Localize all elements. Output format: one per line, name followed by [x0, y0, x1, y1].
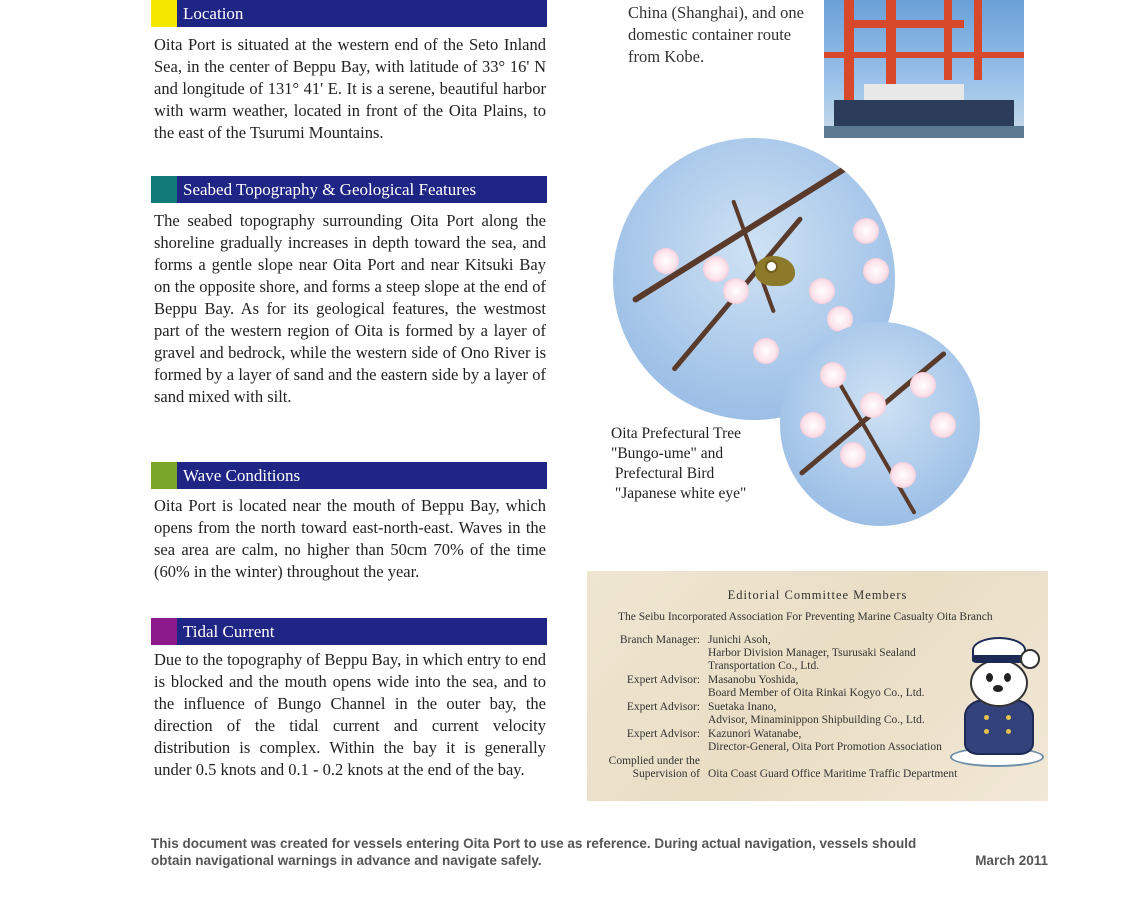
member-position: Advisor, Minaminippon Shipbuilding Co., Ltd. [708, 714, 925, 726]
footer-line-1: This document was created for vessels entering Oita Port to use as reference. During actual navigation, vessels should [151, 836, 917, 851]
compiled-label-2: Supervision of [632, 768, 700, 780]
prefectural-tree-caption: Oita Prefectural Tree "Bungo-ume" and Prefectural Bird "Japanese white eye" [611, 425, 747, 502]
location-heading-label: Location [183, 4, 244, 23]
route-caption: China (Shanghai), and one domestic container route from Kobe. [628, 3, 804, 66]
seabed-swatch [151, 176, 177, 203]
wave-heading-label: Wave Conditions [183, 466, 301, 485]
footer-date: March 2011 [975, 853, 1048, 868]
member-position: Board Member of Oita Rinkai Kogyo Co., Ltd. [708, 687, 925, 699]
section-heading-seabed [151, 176, 547, 203]
member-role: Expert Advisor: [626, 674, 700, 686]
committee-title: Editorial Committee Members [727, 588, 908, 602]
editorial-committee-box [587, 571, 1048, 801]
wave-swatch [151, 462, 177, 489]
member-name: Suetaka Inano, [708, 701, 777, 713]
member-name: Masanobu Yoshida, [708, 674, 799, 686]
member-role: Expert Advisor: [626, 728, 700, 740]
seabed-heading-label: Seabed Topography & Geological Features [183, 180, 477, 199]
tidal-swatch [151, 618, 177, 645]
compiled-label-1: Complied under the [608, 755, 700, 767]
footer-line-2: obtain navigational warnings in advance and navigate safely. [151, 853, 542, 868]
member-name: Kazunori Watanabe, [708, 728, 802, 740]
member-position-2: Transportation Co., Ltd. [708, 660, 820, 672]
tidal-heading-label: Tidal Current [183, 622, 275, 641]
committee-org: The Seibu Incorporated Association For Preventing Marine Casualty Oita Branch [618, 611, 993, 623]
section-heading-location [151, 0, 547, 27]
container-port-photo [824, 0, 1024, 138]
member-name: Junichi Asoh, [708, 634, 771, 646]
plum-blossom-photo [780, 322, 980, 526]
member-role: Branch Manager: [619, 634, 700, 646]
wave-body: Oita Port is located near the mouth of Beppu Bay, which opens from the north toward east-north-east. Waves in the sea area are calm, no higher than 50cm 70% of the time (60% in the winter) throughout the year. [154, 496, 546, 581]
member-position: Director-General, Oita Port Promotion Association [708, 741, 942, 753]
compiled-value: Oita Coast Guard Office Maritime Traffic Department [708, 768, 958, 780]
location-body: Oita Port is situated at the western end of the Seto Inland Sea, in the center of Beppu Bay, with latitude of 33° 16' N and longitude of 131° 41' E. It is a serene, beautiful harbor with warm weather, located in front of the Oita Plains, to the east of the Tsurumi Mountains. [154, 35, 546, 142]
member-position: Harbor Division Manager, Tsurusaki Sealand [708, 647, 916, 659]
member-role: Expert Advisor: [626, 701, 700, 713]
section-heading-tidal [151, 618, 547, 645]
coast-guard-mascot-icon [950, 637, 1042, 765]
seabed-body: The seabed topography surrounding Oita Port along the shoreline gradually increases in depth toward the sea, and forms a gentle slope near Oita Port and near Kitsuki Bay on the opposite shore, and forms a steep slope at the end of Beppu Bay. As for its geological features, the westmost part of the western region of Oita is formed by a layer of gravel and bedrock, while the western side of Ono River is formed by a layer of sand and the eastern side by a layer of sand mixed with silt. [154, 211, 546, 406]
tidal-body: Due to the topography of Beppu Bay, in which entry to end is blocked and the mouth opens wide into the sea, and to the influence of Bungo Channel in the outer bay, the direction of the tidal current and current velocity distribution is complex. Within the bay it is generally under 0.5 knots and 0.1 - 0.2 knots at the end of the bay. [154, 650, 546, 779]
location-swatch [151, 0, 177, 27]
section-heading-wave [151, 462, 547, 489]
